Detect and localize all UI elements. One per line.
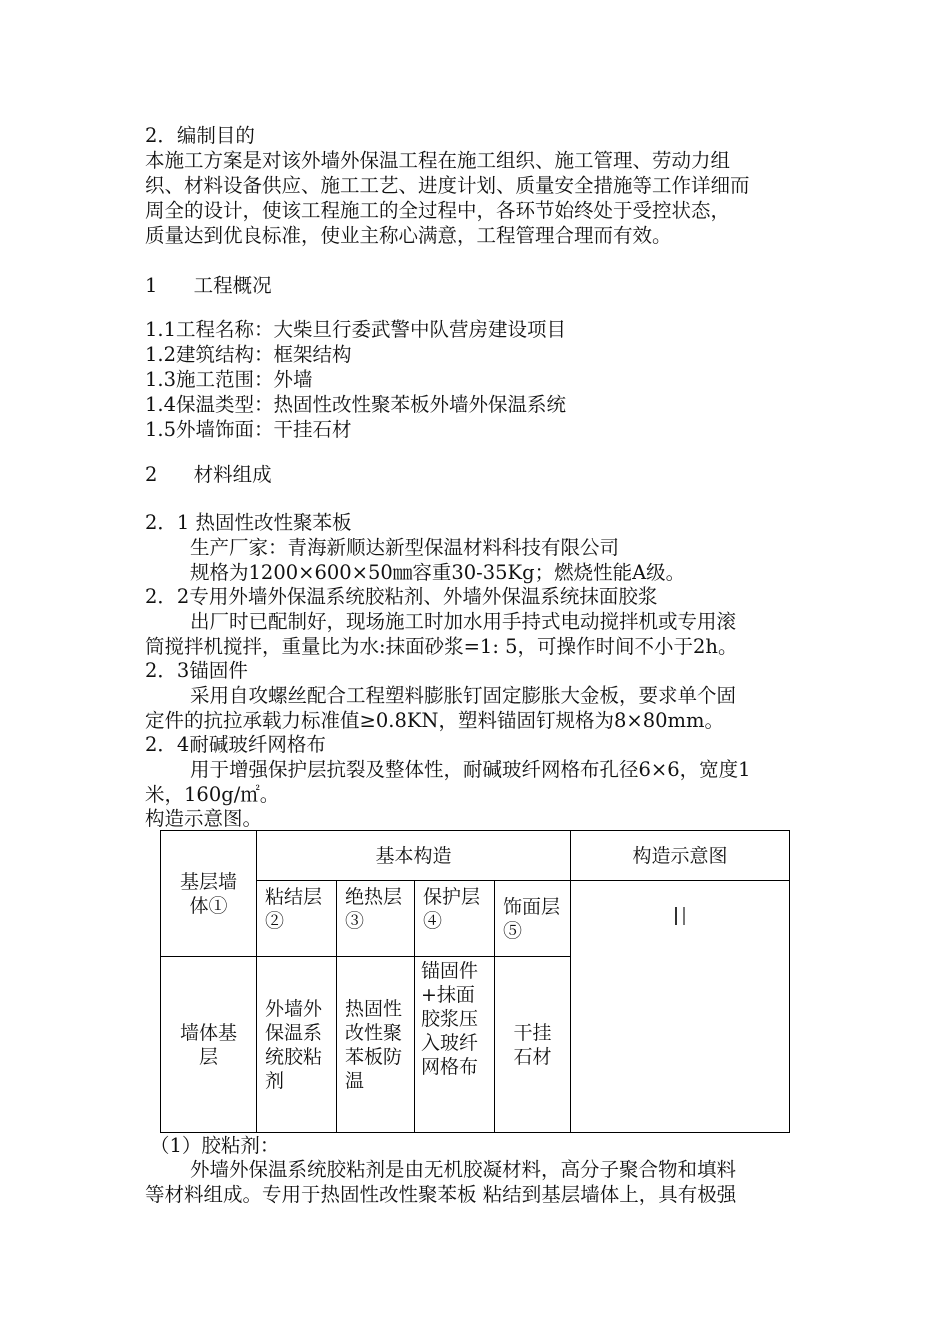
adhesive-paragraph-line: 等材料组成。专用于热固性改性聚苯板 粘结到基层墙体上，具有极强 — [145, 1183, 737, 1206]
overview-item: 1.2建筑结构：框架结构 — [145, 343, 352, 366]
anchor-mesh-value: 锚固件+抹面胶浆压入玻纤网格布 — [421, 960, 479, 1078]
materials-heading — [145, 462, 272, 487]
insulation-board-value: 热固性改性聚苯板防温 — [345, 997, 403, 1092]
purpose-paragraph-line: 质量达到优良标准，使业主称心满意，工程管理合理而有效。 — [145, 224, 672, 247]
table-cell-anchor-mesh — [415, 957, 495, 1133]
table-header-basic — [257, 831, 571, 881]
adhesive-layer-label: 粘结层② — [265, 886, 323, 932]
table-cell-wall-base — [161, 957, 257, 1133]
section-2-1-title: 2．1 热固性改性聚苯板 — [145, 511, 352, 534]
section-2-2-line: 出厂时已配制好，现场施工时加水用手持式电动搅拌机或专用滚 — [190, 610, 737, 633]
overview-item: 1.1工程名称：大柴旦行委武警中队营房建设项目 — [145, 318, 567, 341]
table-cell-adhesive — [257, 957, 337, 1133]
section-2-1-line: 规格为1200×600×50㎜容重30-35Kg；燃烧性能A级。 — [190, 561, 686, 584]
section-2-2-title: 2．2专用外墙外保温系统胶粘剂、外墙外保温系统抹面胶浆 — [145, 585, 658, 608]
section-2-3-title: 2．3锚固件 — [145, 659, 248, 682]
table-cell-base-wall — [161, 831, 257, 957]
diagram-header-label: 构造示意图 — [632, 844, 728, 867]
table-cell-protective-layer — [415, 881, 495, 957]
table-cell-diagram — [571, 881, 790, 1133]
table-cell-insulation-layer — [337, 881, 415, 957]
wall-base-label: 墙体基层 — [179, 1021, 237, 1068]
section-2-3-line: 采用自攻螺丝配合工程塑料膨胀钉固定膨胀大金板，要求单个固 — [190, 684, 737, 707]
base-wall-label: 基层墙体① — [179, 870, 237, 917]
adhesive-value: 外墙外保温系统胶粘剂 — [265, 997, 323, 1092]
section-2-4-line: 米，160g/㎡。 — [145, 783, 280, 806]
construction-table — [160, 830, 790, 1133]
table-cell-adhesive-layer — [257, 881, 337, 957]
basic-structure-label: 基本构造 — [375, 844, 452, 867]
adhesive-section-title: （1）胶粘剂： — [150, 1134, 280, 1157]
overview-heading — [145, 273, 272, 298]
purpose-paragraph-line: 周全的设计，使该工程施工的全过程中，各环节始终处于受控状态， — [145, 199, 731, 222]
protective-layer-label: 保护层④ — [423, 886, 481, 932]
insulation-layer-label: 绝热层③ — [345, 886, 403, 932]
table-cell-insulation-board — [337, 957, 415, 1133]
section-2-4-title: 2．4耐碱玻纤网格布 — [145, 733, 326, 756]
section-2-3-line: 定件的抗拉承载力标准值≥0.8KN，塑料锚固钉规格为8×80mm。 — [145, 709, 725, 732]
diagram-caption: 构造示意图。 — [145, 807, 263, 830]
purpose-paragraph-line: 织、材料设备供应、施工工艺、进度计划、质量安全措施等工作详细而 — [145, 174, 750, 197]
section-2-1-line: 生产厂家：青海新顺达新型保温材料科技有限公司 — [190, 536, 620, 559]
overview-item: 1.4保温类型：热固性改性聚苯板外墙外保温系统 — [145, 393, 567, 416]
overview-heading-number: 1 — [145, 274, 158, 297]
section-purpose-heading: 2．编制目的 — [145, 124, 255, 147]
table-cell-finish-layer — [495, 881, 571, 957]
finish-layer-label: 饰面层⑤ — [503, 895, 561, 942]
purpose-paragraph-line: 本施工方案是对该外墙外保温工程在施工组织、施工管理、劳动力组 — [145, 149, 731, 172]
construction-diagram-icon — [675, 907, 685, 925]
dry-hang-stone-value: 干挂石材 — [513, 1021, 552, 1068]
table-cell-dry-hang-stone — [495, 957, 571, 1133]
overview-item: 1.3施工范围：外墙 — [145, 368, 313, 391]
section-2-2-line: 筒搅拌机搅拌，重量比为水:抹面砂浆=1: 5，可操作时间不小于2h。 — [145, 635, 738, 658]
overview-item: 1.5外墙饰面：干挂石材 — [145, 418, 352, 441]
overview-heading-text: 工程概况 — [193, 274, 272, 297]
materials-heading-text: 材料组成 — [193, 463, 272, 486]
adhesive-paragraph-line: 外墙外保温系统胶粘剂是由无机胶凝材料，高分子聚合物和填料 — [190, 1158, 737, 1181]
materials-heading-number: 2 — [145, 463, 158, 486]
table-header-diagram — [571, 831, 790, 881]
section-2-4-line: 用于增强保护层抗裂及整体性，耐碱玻纤网格布孔径6×6，宽度1 — [190, 758, 751, 781]
